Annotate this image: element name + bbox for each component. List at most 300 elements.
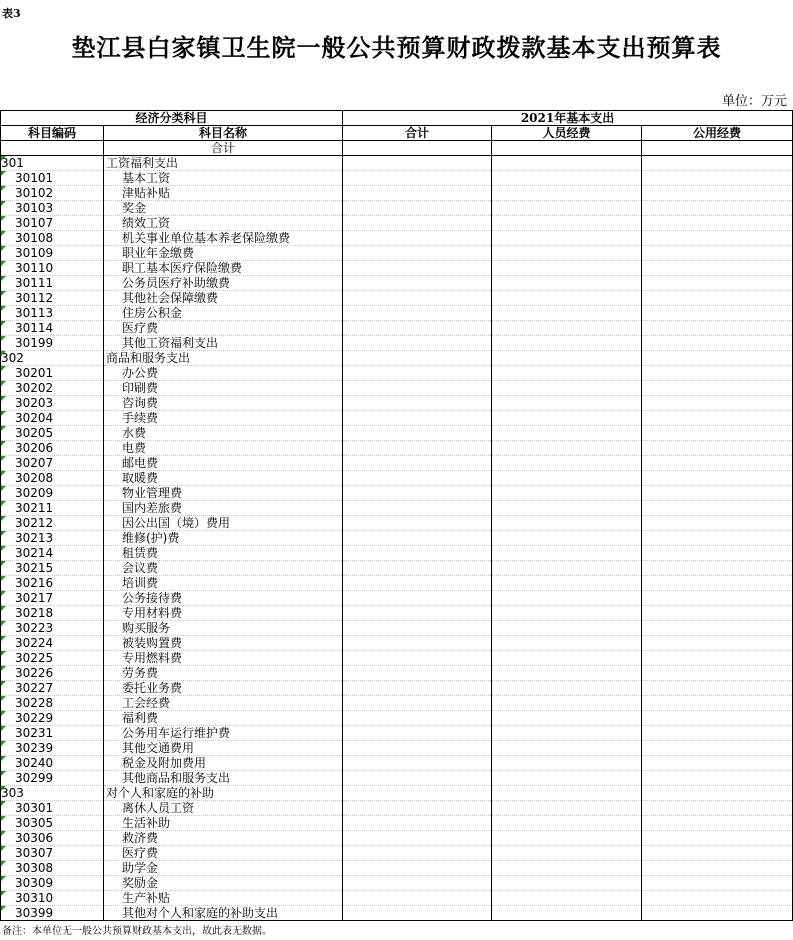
public-cell xyxy=(642,246,793,261)
subject-name: 其他社会保障缴费 xyxy=(104,291,343,306)
table-row xyxy=(1,381,793,396)
table-row xyxy=(1,366,793,381)
table-row xyxy=(1,771,793,786)
subject-code: 30208 xyxy=(1,471,104,486)
subject-code: 30217 xyxy=(1,591,104,606)
table-row xyxy=(1,651,793,666)
subject-code: 30204 xyxy=(1,411,104,426)
subject-name: 培训费 xyxy=(104,576,343,591)
table-row xyxy=(1,171,793,186)
public-cell xyxy=(642,411,793,426)
personnel-cell xyxy=(492,396,642,411)
public-cell xyxy=(642,291,793,306)
public-cell xyxy=(642,531,793,546)
public-cell xyxy=(642,711,793,726)
table-row xyxy=(1,396,793,411)
subject-name: 维修(护)费 xyxy=(104,531,343,546)
subject-name: 职工基本医疗保险缴费 xyxy=(104,261,343,276)
subject-name: 助学金 xyxy=(104,861,343,876)
subject-code: 30101 xyxy=(1,171,104,186)
total-cell xyxy=(343,231,492,246)
subject-name: 离休人员工资 xyxy=(104,801,343,816)
subject-code: 30211 xyxy=(1,501,104,516)
table-row xyxy=(1,576,793,591)
header-subject-code: 科目编码 xyxy=(1,126,104,141)
total-cell xyxy=(343,261,492,276)
subject-name: 因公出国（境）费用 xyxy=(104,516,343,531)
subject-name: 税金及附加费用 xyxy=(104,756,343,771)
subject-code: 30215 xyxy=(1,561,104,576)
subject-name: 生产补贴 xyxy=(104,891,343,906)
public-cell xyxy=(642,621,793,636)
table-body xyxy=(1,111,793,921)
subject-code: 30107 xyxy=(1,216,104,231)
subject-name: 电费 xyxy=(104,441,343,456)
header-total: 合计 xyxy=(343,126,492,141)
total-cell xyxy=(343,891,492,906)
subject-name: 职业年金缴费 xyxy=(104,246,343,261)
subject-code: 30201 xyxy=(1,366,104,381)
public-cell xyxy=(642,741,793,756)
personnel-cell xyxy=(492,216,642,231)
personnel-cell xyxy=(492,861,642,876)
personnel-cell xyxy=(492,426,642,441)
subject-code: 30225 xyxy=(1,651,104,666)
public-cell xyxy=(642,666,793,681)
subject-name: 福利费 xyxy=(104,711,343,726)
table-row xyxy=(1,741,793,756)
public-cell xyxy=(642,471,793,486)
personnel-cell xyxy=(492,441,642,456)
subject-code: 30112 xyxy=(1,291,104,306)
personnel-cell xyxy=(492,336,642,351)
total-cell xyxy=(343,651,492,666)
public-cell xyxy=(642,456,793,471)
subject-code: 30310 xyxy=(1,891,104,906)
public-cell xyxy=(642,606,793,621)
table-row xyxy=(1,861,793,876)
subject-code: 30102 xyxy=(1,186,104,201)
total-cell xyxy=(343,186,492,201)
table-row xyxy=(1,801,793,816)
personnel-cell xyxy=(492,636,642,651)
public-cell xyxy=(642,801,793,816)
public-cell xyxy=(642,906,793,921)
personnel-cell xyxy=(492,786,642,801)
table-row xyxy=(1,831,793,846)
subject-code: 30305 xyxy=(1,816,104,831)
total-cell xyxy=(343,756,492,771)
public-cell xyxy=(642,156,793,171)
table-row xyxy=(1,426,793,441)
page-title: 垫江县白家镇卫生院一般公共预算财政拨款基本支出预算表 xyxy=(71,33,722,62)
personnel-cell xyxy=(492,351,642,366)
total-cell xyxy=(343,441,492,456)
table-row xyxy=(1,696,793,711)
total-cell xyxy=(343,906,492,921)
total-cell xyxy=(343,711,492,726)
subject-name: 租赁费 xyxy=(104,546,343,561)
table-row xyxy=(1,501,793,516)
table-row xyxy=(1,786,793,801)
total-cell xyxy=(343,171,492,186)
personnel-cell xyxy=(492,546,642,561)
personnel-cell xyxy=(492,171,642,186)
personnel-cell xyxy=(492,621,642,636)
public-cell xyxy=(642,516,793,531)
total-cell xyxy=(343,801,492,816)
table-row xyxy=(1,216,793,231)
public-cell xyxy=(642,771,793,786)
personnel-cell xyxy=(492,591,642,606)
table-row xyxy=(1,321,793,336)
table-row xyxy=(1,546,793,561)
personnel-cell xyxy=(492,666,642,681)
subject-code: 30399 xyxy=(1,906,104,921)
personnel-cell xyxy=(492,246,642,261)
subject-code: 30110 xyxy=(1,261,104,276)
subject-code: 30205 xyxy=(1,426,104,441)
table-row xyxy=(1,186,793,201)
public-cell xyxy=(642,351,793,366)
table-row xyxy=(1,201,793,216)
table-row xyxy=(1,561,793,576)
subject-code: 30229 xyxy=(1,711,104,726)
public-cell xyxy=(642,276,793,291)
public-cell xyxy=(642,861,793,876)
total-cell xyxy=(343,846,492,861)
personnel-cell xyxy=(492,756,642,771)
subject-code: 30239 xyxy=(1,741,104,756)
header-subject-name: 科目名称 xyxy=(104,126,343,141)
public-cell xyxy=(642,891,793,906)
personnel-cell xyxy=(492,576,642,591)
subject-code: 30108 xyxy=(1,231,104,246)
personnel-cell xyxy=(492,456,642,471)
table-row xyxy=(1,846,793,861)
total-cell xyxy=(343,771,492,786)
personnel-cell xyxy=(492,276,642,291)
public-cell xyxy=(642,441,793,456)
total-cell xyxy=(343,696,492,711)
subject-code: 30223 xyxy=(1,621,104,636)
subject-name: 奖励金 xyxy=(104,876,343,891)
subject-name: 公务用车运行维护费 xyxy=(104,726,343,741)
header-personnel-cost: 人员经费 xyxy=(492,126,642,141)
table-row xyxy=(1,636,793,651)
total-cell xyxy=(343,216,492,231)
public-cell xyxy=(642,576,793,591)
total-cell xyxy=(343,606,492,621)
total-cell xyxy=(343,516,492,531)
subject-code: 30218 xyxy=(1,606,104,621)
public-cell xyxy=(642,381,793,396)
personnel-cell xyxy=(492,876,642,891)
personnel-cell xyxy=(492,696,642,711)
public-cell xyxy=(642,396,793,411)
table-row xyxy=(1,156,793,171)
subject-name: 住房公积金 xyxy=(104,306,343,321)
total-cell xyxy=(343,546,492,561)
subject-name: 津贴补贴 xyxy=(104,186,343,201)
subject-code: 30206 xyxy=(1,441,104,456)
subject-name: 邮电费 xyxy=(104,456,343,471)
personnel-cell xyxy=(492,261,642,276)
header-public-cost: 公用经费 xyxy=(642,126,793,141)
header-row-columns xyxy=(1,126,793,141)
personnel-cell xyxy=(492,801,642,816)
table-row xyxy=(1,441,793,456)
personnel-cell xyxy=(492,906,642,921)
total-row xyxy=(1,141,793,156)
public-cell xyxy=(642,171,793,186)
subject-name: 劳务费 xyxy=(104,666,343,681)
subject-code: 30240 xyxy=(1,756,104,771)
total-cell xyxy=(343,306,492,321)
personnel-cell xyxy=(492,381,642,396)
personnel-cell xyxy=(492,846,642,861)
table-row xyxy=(1,411,793,426)
total-cell xyxy=(343,486,492,501)
public-cell xyxy=(642,336,793,351)
subject-code: 30307 xyxy=(1,846,104,861)
subject-name: 取暖费 xyxy=(104,471,343,486)
table-row xyxy=(1,291,793,306)
public-cell xyxy=(642,726,793,741)
subject-code: 30109 xyxy=(1,246,104,261)
personnel-cell xyxy=(492,366,642,381)
public-cell xyxy=(642,636,793,651)
subject-name: 公务接待费 xyxy=(104,591,343,606)
subject-name: 基本工资 xyxy=(104,171,343,186)
total-cell xyxy=(343,291,492,306)
public-cell xyxy=(642,321,793,336)
table-row xyxy=(1,681,793,696)
total-cell xyxy=(343,831,492,846)
personnel-cell xyxy=(492,891,642,906)
table-row xyxy=(1,711,793,726)
total-cell xyxy=(343,666,492,681)
subject-name: 工资福利支出 xyxy=(104,156,343,171)
total-cell xyxy=(343,576,492,591)
subject-code: 30309 xyxy=(1,876,104,891)
public-cell xyxy=(642,546,793,561)
subject-code: 30212 xyxy=(1,516,104,531)
subject-name: 工会经费 xyxy=(104,696,343,711)
subject-code: 30228 xyxy=(1,696,104,711)
public-cell xyxy=(642,696,793,711)
table-row xyxy=(1,261,793,276)
personnel-cell xyxy=(492,201,642,216)
public-cell xyxy=(642,591,793,606)
personnel-cell xyxy=(492,726,642,741)
subject-code: 301 xyxy=(1,156,104,171)
total-cell xyxy=(343,321,492,336)
subject-name: 其他交通费用 xyxy=(104,741,343,756)
total-cell xyxy=(343,276,492,291)
table-row xyxy=(1,816,793,831)
personnel-cell xyxy=(492,741,642,756)
total-cell xyxy=(343,471,492,486)
subject-code: 30199 xyxy=(1,336,104,351)
subject-name: 医疗费 xyxy=(104,846,343,861)
subject-code: 30231 xyxy=(1,726,104,741)
subject-name: 水费 xyxy=(104,426,343,441)
budget-table-container xyxy=(0,110,793,921)
table-row xyxy=(1,891,793,906)
unit-label: 单位：万元 xyxy=(721,94,787,109)
total-cell xyxy=(343,456,492,471)
public-cell xyxy=(642,261,793,276)
personnel-cell xyxy=(492,711,642,726)
public-cell xyxy=(642,876,793,891)
public-cell xyxy=(642,816,793,831)
subject-name: 会议费 xyxy=(104,561,343,576)
total-cell xyxy=(343,366,492,381)
personnel-cell xyxy=(492,486,642,501)
personnel-cell xyxy=(492,186,642,201)
total-label: 合计 xyxy=(104,141,343,156)
subject-name: 物业管理费 xyxy=(104,486,343,501)
subject-name: 救济费 xyxy=(104,831,343,846)
public-cell xyxy=(642,216,793,231)
budget-table xyxy=(0,110,793,921)
total-cell xyxy=(343,636,492,651)
total-cell xyxy=(343,411,492,426)
public-cell xyxy=(642,231,793,246)
table-row xyxy=(1,621,793,636)
total-cell xyxy=(343,681,492,696)
table-row xyxy=(1,306,793,321)
personnel-cell xyxy=(492,321,642,336)
subject-name: 其他工资福利支出 xyxy=(104,336,343,351)
table-row xyxy=(1,756,793,771)
table-row xyxy=(1,486,793,501)
table-row xyxy=(1,591,793,606)
personnel-cell xyxy=(492,516,642,531)
public-cell xyxy=(642,201,793,216)
personnel-cell xyxy=(492,816,642,831)
total-cell xyxy=(343,561,492,576)
subject-name: 商品和服务支出 xyxy=(104,351,343,366)
subject-name: 机关事业单位基本养老保险缴费 xyxy=(104,231,343,246)
subject-name: 被装购置费 xyxy=(104,636,343,651)
subject-code: 30227 xyxy=(1,681,104,696)
personnel-cell xyxy=(492,306,642,321)
public-cell xyxy=(642,831,793,846)
total-cell xyxy=(343,501,492,516)
subject-name: 专用燃料费 xyxy=(104,651,343,666)
total-code-cell xyxy=(1,141,104,156)
total-cell xyxy=(343,201,492,216)
subject-code: 303 xyxy=(1,786,104,801)
total-cell xyxy=(343,531,492,546)
public-cell xyxy=(642,306,793,321)
public-cell xyxy=(642,501,793,516)
personnel-cell xyxy=(492,561,642,576)
table-row xyxy=(1,666,793,681)
public-cell xyxy=(642,426,793,441)
total-personnel-cell xyxy=(492,141,642,156)
subject-code: 30202 xyxy=(1,381,104,396)
table-row xyxy=(1,531,793,546)
table-row xyxy=(1,276,793,291)
subject-name: 其他商品和服务支出 xyxy=(104,771,343,786)
subject-code: 30113 xyxy=(1,306,104,321)
total-cell xyxy=(343,741,492,756)
table-row xyxy=(1,606,793,621)
personnel-cell xyxy=(492,501,642,516)
total-cell xyxy=(343,396,492,411)
public-cell xyxy=(642,756,793,771)
table-number: 表3 xyxy=(2,7,21,20)
subject-code: 30214 xyxy=(1,546,104,561)
total-cell xyxy=(343,156,492,171)
total-cell xyxy=(343,591,492,606)
total-cell xyxy=(343,621,492,636)
table-row xyxy=(1,876,793,891)
subject-name: 咨询费 xyxy=(104,396,343,411)
subject-code: 30207 xyxy=(1,456,104,471)
personnel-cell xyxy=(492,531,642,546)
subject-name: 手续费 xyxy=(104,411,343,426)
subject-name: 办公费 xyxy=(104,366,343,381)
table-row xyxy=(1,246,793,261)
public-cell xyxy=(642,186,793,201)
table-row xyxy=(1,726,793,741)
total-cell xyxy=(343,336,492,351)
subject-code: 30111 xyxy=(1,276,104,291)
personnel-cell xyxy=(492,231,642,246)
table-row xyxy=(1,516,793,531)
subject-name: 奖金 xyxy=(104,201,343,216)
public-cell xyxy=(642,786,793,801)
header-economic-category: 经济分类科目 xyxy=(1,111,343,126)
personnel-cell xyxy=(492,291,642,306)
personnel-cell xyxy=(492,771,642,786)
subject-code: 30306 xyxy=(1,831,104,846)
subject-code: 30203 xyxy=(1,396,104,411)
subject-code: 30308 xyxy=(1,861,104,876)
public-cell xyxy=(642,486,793,501)
subject-name: 生活补助 xyxy=(104,816,343,831)
subject-name: 专用材料费 xyxy=(104,606,343,621)
subject-code: 30226 xyxy=(1,666,104,681)
public-cell xyxy=(642,651,793,666)
header-basic-expenditure-2021: 2021年基本支出 xyxy=(343,111,793,126)
personnel-cell xyxy=(492,411,642,426)
total-cell xyxy=(343,876,492,891)
subject-code: 302 xyxy=(1,351,104,366)
subject-name: 购买服务 xyxy=(104,621,343,636)
subject-code: 30301 xyxy=(1,801,104,816)
table-row xyxy=(1,471,793,486)
total-cell xyxy=(343,861,492,876)
header-row-group xyxy=(1,111,793,126)
subject-name: 其他对个人和家庭的补助支出 xyxy=(104,906,343,921)
subject-name: 公务员医疗补助缴费 xyxy=(104,276,343,291)
total-cell xyxy=(343,246,492,261)
personnel-cell xyxy=(492,831,642,846)
total-value-cell xyxy=(343,141,492,156)
table-row xyxy=(1,351,793,366)
total-cell xyxy=(343,816,492,831)
public-cell xyxy=(642,561,793,576)
personnel-cell xyxy=(492,471,642,486)
personnel-cell xyxy=(492,681,642,696)
subject-name: 医疗费 xyxy=(104,321,343,336)
table-row xyxy=(1,456,793,471)
